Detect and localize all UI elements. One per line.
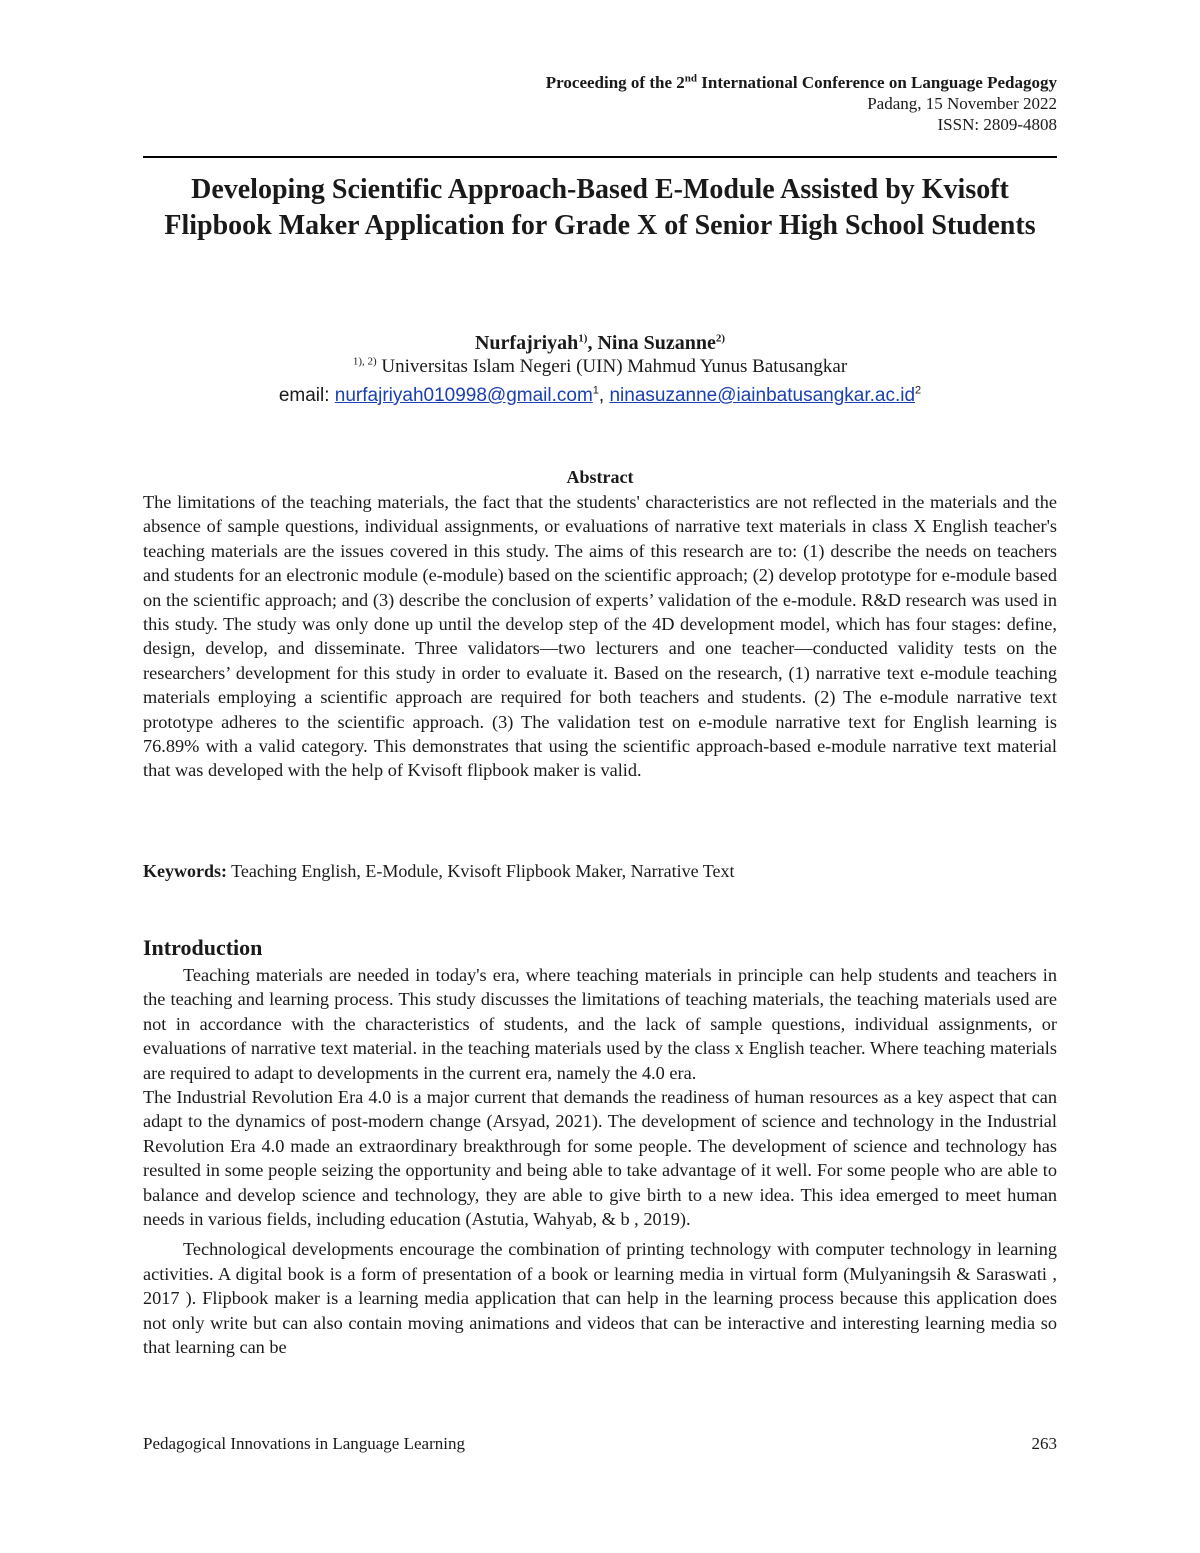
header-divider	[143, 156, 1057, 158]
email-link-2[interactable]: ninasuzanne@iainbatusangkar.ac.id	[609, 385, 916, 406]
issn: ISSN: 2809-4808	[937, 115, 1057, 134]
abstract-text: The limitations of the teaching materials, the fact that the students' characteristics are not reflected in the materials and the absence of sample questions, individual assignments, or evaluations of narrative text materials in class X English teacher's teaching materials are the issues covered in this study. The aims of this research are to: (1) describe the needs on teachers and students for an electronic module (e-module) based on the scientific approach; (2) develop prototype for e-module based on the scientific approach; and (3) describe the conclusion of experts’ validation of the e-module. R&D research was used in this study. The study was only done up until the develop step of the 4D development model, which has four stages: define, design, develop, and disseminate. Three validators—two lecturers and one teacher—conducted validity tests on the researchers’ development for this study in order to evaluate it. Based on the research, (1) narrative text e-module teaching materials employing a scientific approach are required for both teachers and students. (2) The e-module narrative text prototype adheres to the scientific approach. (3) The validation test on e-module narrative text for English learning is 76.89% with a valid category. This demonstrates that using the scientific approach-based e-module narrative text material that was developed with the help of Kvisoft flipbook maker is valid.	[143, 492, 1057, 781]
abstract-heading: Abstract	[566, 467, 634, 487]
author-name: Nina Suzanne	[597, 332, 716, 354]
keywords-list: Teaching English, E-Module, Kvisoft Flipbook Maker, Narrative Text	[227, 861, 735, 881]
keywords	[143, 861, 1057, 882]
affiliation: $^{1), 2)}$ Universitas Islam Negeri (UIN) Mahmud Yunus Batusangkar	[352, 355, 848, 377]
paragraph: Technological developments encourage the combination of printing technology with computer technology in learning activities. A digital book is a form of presentation of a book or learning media in virtual form (Mulyaningsih & Saraswati , 2017 ). Flipbook maker is a learning media application that can help in the learning process because this application does not only write but can also contain moving animations and videos that can be interactive and interesting learning media so that learning can be	[143, 1239, 1057, 1358]
page-number: 263	[1031, 1434, 1057, 1453]
keywords-label: Keywords:	[143, 861, 227, 881]
paper-title: Developing Scientific Approach-Based E-Module Assisted by Kvisoft Flipbook Maker Application for Grade X of Senior High School Students	[164, 174, 1036, 241]
paragraph: Teaching materials are needed in today's era, where teaching materials in principle can help students and teachers in the teaching and learning process. This study discusses the limitations of teaching materials, the teaching materials used are not in accordance with the characteristics of students, and the lack of sample questions, individual assignments, or evaluations of narrative text material. in the teaching materials used by the class x English teacher. Where teaching materials are required to adapt to developments in the current era, namely the 4.0 era.	[143, 965, 1057, 1083]
email-line: email: nurfajriyah010998@gmail.com$^1$, $ninasuzanne@iainbatusangkar.ac.id^2$	[278, 384, 922, 406]
footer-journal: Pedagogical Innovations in Language Learning	[143, 1434, 465, 1453]
section-heading: Introduction	[143, 935, 263, 960]
author-list: Nurfajriyah$^{1)}$, Nina Suzanne$^{2)}$	[474, 332, 726, 354]
author-name: Nurfajriyah	[474, 332, 579, 354]
conference-name: Proceeding of the 2nd International Conference on Language Pedagogy	[545, 72, 1057, 92]
conference-place-date: Padang, 15 November 2022	[867, 94, 1057, 113]
paragraph: The Industrial Revolution Era 4.0 is a major current that demands the readiness of human resources as a key aspect that can adapt to the dynamics of post-modern change (Arsyad, 2021). The development of science and technology in the Industrial Revolution Era 4.0 made an extraordinary breakthrough for some people. The development of science and technology has resulted in some people seizing the opportunity and being able to take advantage of it well. For some people who are able to balance and develop science and technology, they are able to give birth to a new idea. This idea emerged to meet human needs in various fields, including education (Astutia, Wahyab, & b , 2019).	[143, 1087, 1057, 1230]
running-header	[546, 72, 1057, 135]
email-link-1[interactable]: nurfajriyah010998@gmail.com	[334, 385, 593, 406]
section-body	[143, 963, 1057, 1360]
